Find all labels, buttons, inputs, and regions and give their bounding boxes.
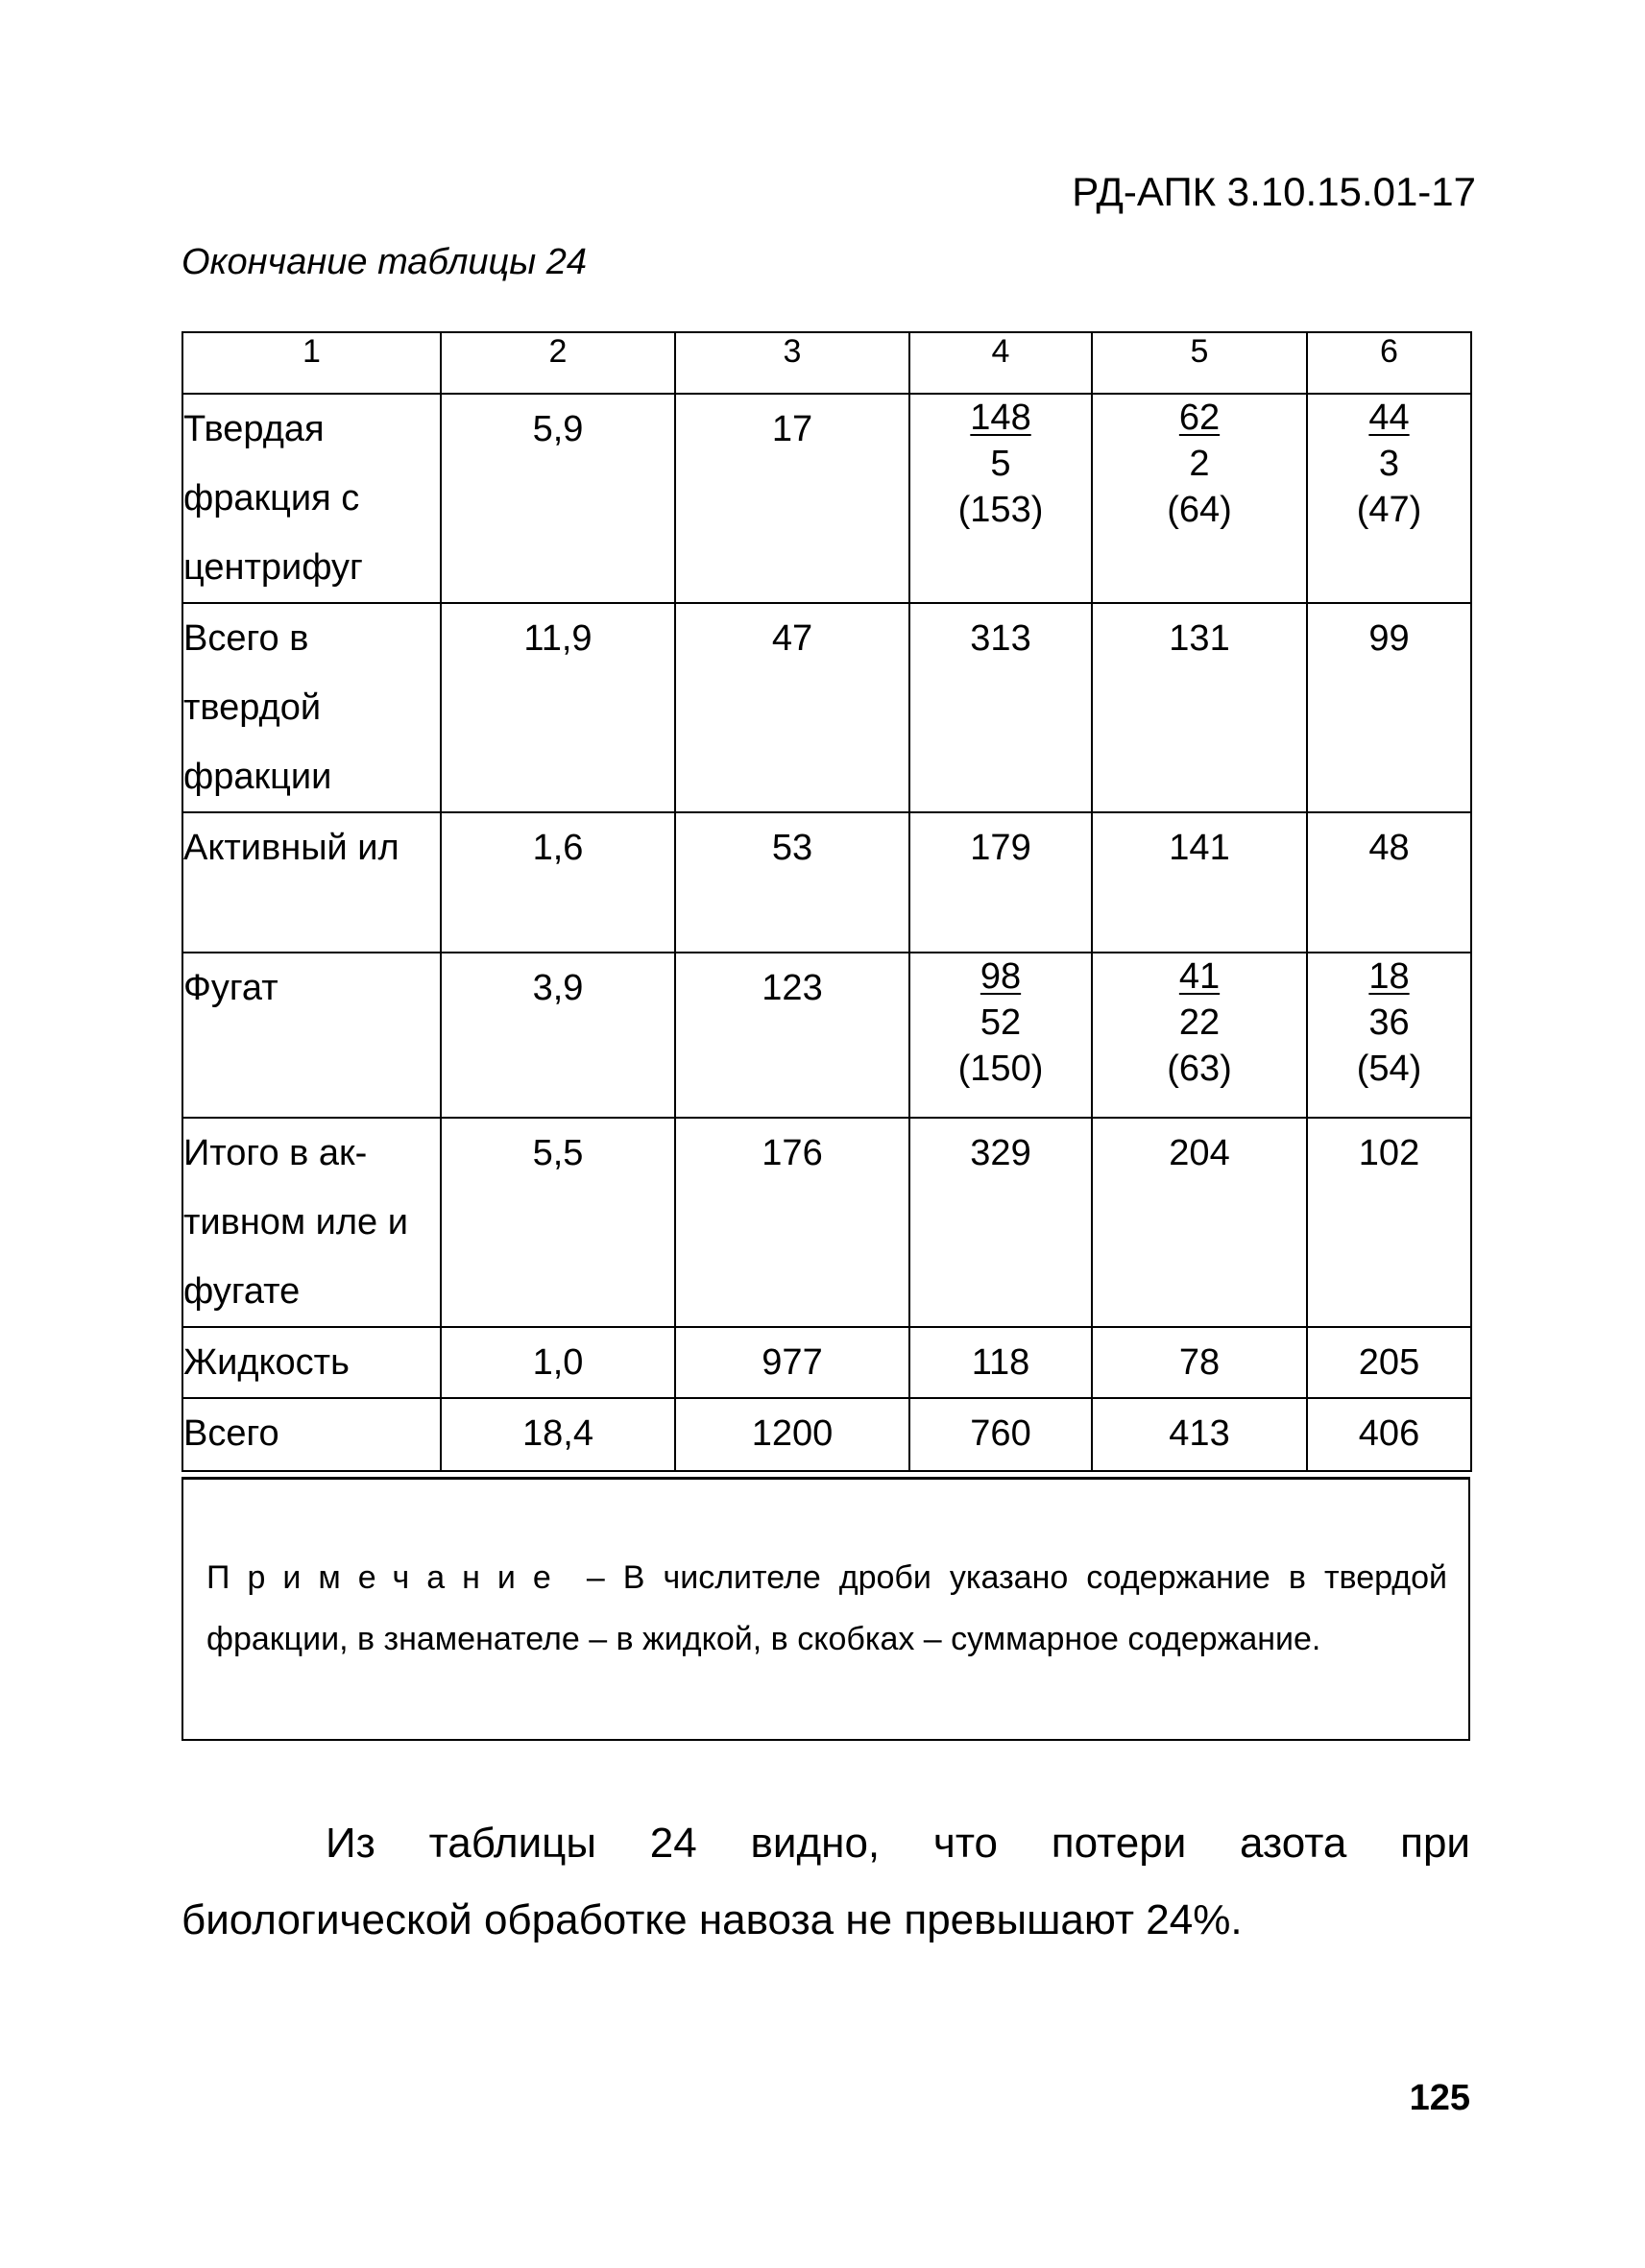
table-cell: 205	[1307, 1327, 1471, 1398]
fraction-cell	[1307, 394, 1471, 603]
row-label: Твердая фракция с центрифуг	[182, 394, 441, 603]
table-cell: 313	[909, 603, 1092, 812]
fraction-total: (47)	[1356, 490, 1422, 530]
table-row	[182, 394, 1471, 603]
table-cell: 176	[675, 1118, 909, 1327]
table-cell: 1,6	[441, 812, 675, 953]
table-row	[182, 603, 1471, 812]
fraction-denominator: 36	[1368, 1002, 1410, 1043]
table-cell: 78	[1092, 1327, 1307, 1398]
fraction-cell	[1092, 394, 1307, 603]
column-header: 5	[1092, 332, 1307, 394]
row-label: Итого в ак-тивном иле и фугате	[182, 1118, 441, 1327]
column-header: 2	[441, 332, 675, 394]
fraction-total: (54)	[1356, 1049, 1422, 1089]
fraction-numerator: 44	[1368, 398, 1410, 438]
table-cell: 102	[1307, 1118, 1471, 1327]
fraction-cell	[909, 953, 1092, 1118]
table-cell: 179	[909, 812, 1092, 953]
table-cell: 329	[909, 1118, 1092, 1327]
table-cell: 5,5	[441, 1118, 675, 1327]
fraction-numerator: 18	[1368, 956, 1410, 997]
note-body: – В числителе дроби указано содержание в твердой фракции, в знаменателе – в жидкой, в скобках – суммарное содержание.	[206, 1559, 1447, 1657]
table-cell: 5,9	[441, 394, 675, 603]
table-row	[182, 1118, 1471, 1327]
table-cell: 204	[1092, 1118, 1307, 1327]
table-cell: 123	[675, 953, 909, 1118]
table-cell: 1,0	[441, 1327, 675, 1398]
table-row	[182, 812, 1471, 953]
fraction-total: (64)	[1167, 490, 1232, 530]
table-header-row	[182, 332, 1471, 394]
row-label: Всего	[182, 1398, 441, 1471]
table-cell: 48	[1307, 812, 1471, 953]
table-cell: 99	[1307, 603, 1471, 812]
fraction-cell	[1092, 953, 1307, 1118]
table-row	[182, 1398, 1471, 1471]
table-cell: 977	[675, 1327, 909, 1398]
table-cell: 3,9	[441, 953, 675, 1118]
table-cell: 131	[1092, 603, 1307, 812]
fraction-cell	[909, 394, 1092, 603]
column-header: 3	[675, 332, 909, 394]
table-cell: 17	[675, 394, 909, 603]
row-label: Фугат	[182, 953, 441, 1118]
body-paragraph: Из таблицы 24 видно, что потери азота при биологической обработке навоза не превышают 24%.	[181, 1820, 1470, 1943]
note-text	[183, 1480, 1468, 1670]
fraction-total: (153)	[957, 490, 1044, 530]
table-row	[182, 1327, 1471, 1398]
fraction-denominator: 5	[990, 444, 1011, 484]
row-label: Жидкость	[182, 1327, 441, 1398]
table-cell: 118	[909, 1327, 1092, 1398]
fraction-numerator: 148	[970, 398, 1031, 438]
fraction-total: (63)	[1167, 1049, 1232, 1089]
table-note	[181, 1477, 1470, 1741]
table-row	[182, 953, 1471, 1118]
table-cell: 47	[675, 603, 909, 812]
table-cell: 11,9	[441, 603, 675, 812]
table-caption: Окончание таблицы 24	[181, 242, 588, 282]
table-cell: 141	[1092, 812, 1307, 953]
column-header: 1	[182, 332, 441, 394]
table-cell: 413	[1092, 1398, 1307, 1471]
fraction-numerator: 41	[1178, 956, 1221, 997]
column-header: 4	[909, 332, 1092, 394]
data-table	[181, 331, 1472, 1472]
fraction-numerator: 62	[1178, 398, 1221, 438]
table-cell: 1200	[675, 1398, 909, 1471]
table-cell: 53	[675, 812, 909, 953]
fraction-denominator: 3	[1378, 444, 1400, 484]
note-label: Примечание	[206, 1559, 568, 1596]
fraction-total: (150)	[957, 1049, 1044, 1089]
fraction-numerator: 98	[980, 956, 1022, 997]
column-header: 6	[1307, 332, 1471, 394]
table-cell: 760	[909, 1398, 1092, 1471]
page-number: 125	[1409, 2078, 1470, 2118]
table-cell: 406	[1307, 1398, 1471, 1471]
document-code: РД-АПК 3.10.15.01-17	[1072, 169, 1476, 214]
row-label: Активный ил	[182, 812, 441, 953]
fraction-denominator: 22	[1178, 1002, 1221, 1043]
fraction-denominator: 52	[980, 1002, 1022, 1043]
fraction-denominator: 2	[1189, 444, 1210, 484]
fraction-cell	[1307, 953, 1471, 1118]
table-cell: 18,4	[441, 1398, 675, 1471]
row-label: Всего в твердой фракции	[182, 603, 441, 812]
